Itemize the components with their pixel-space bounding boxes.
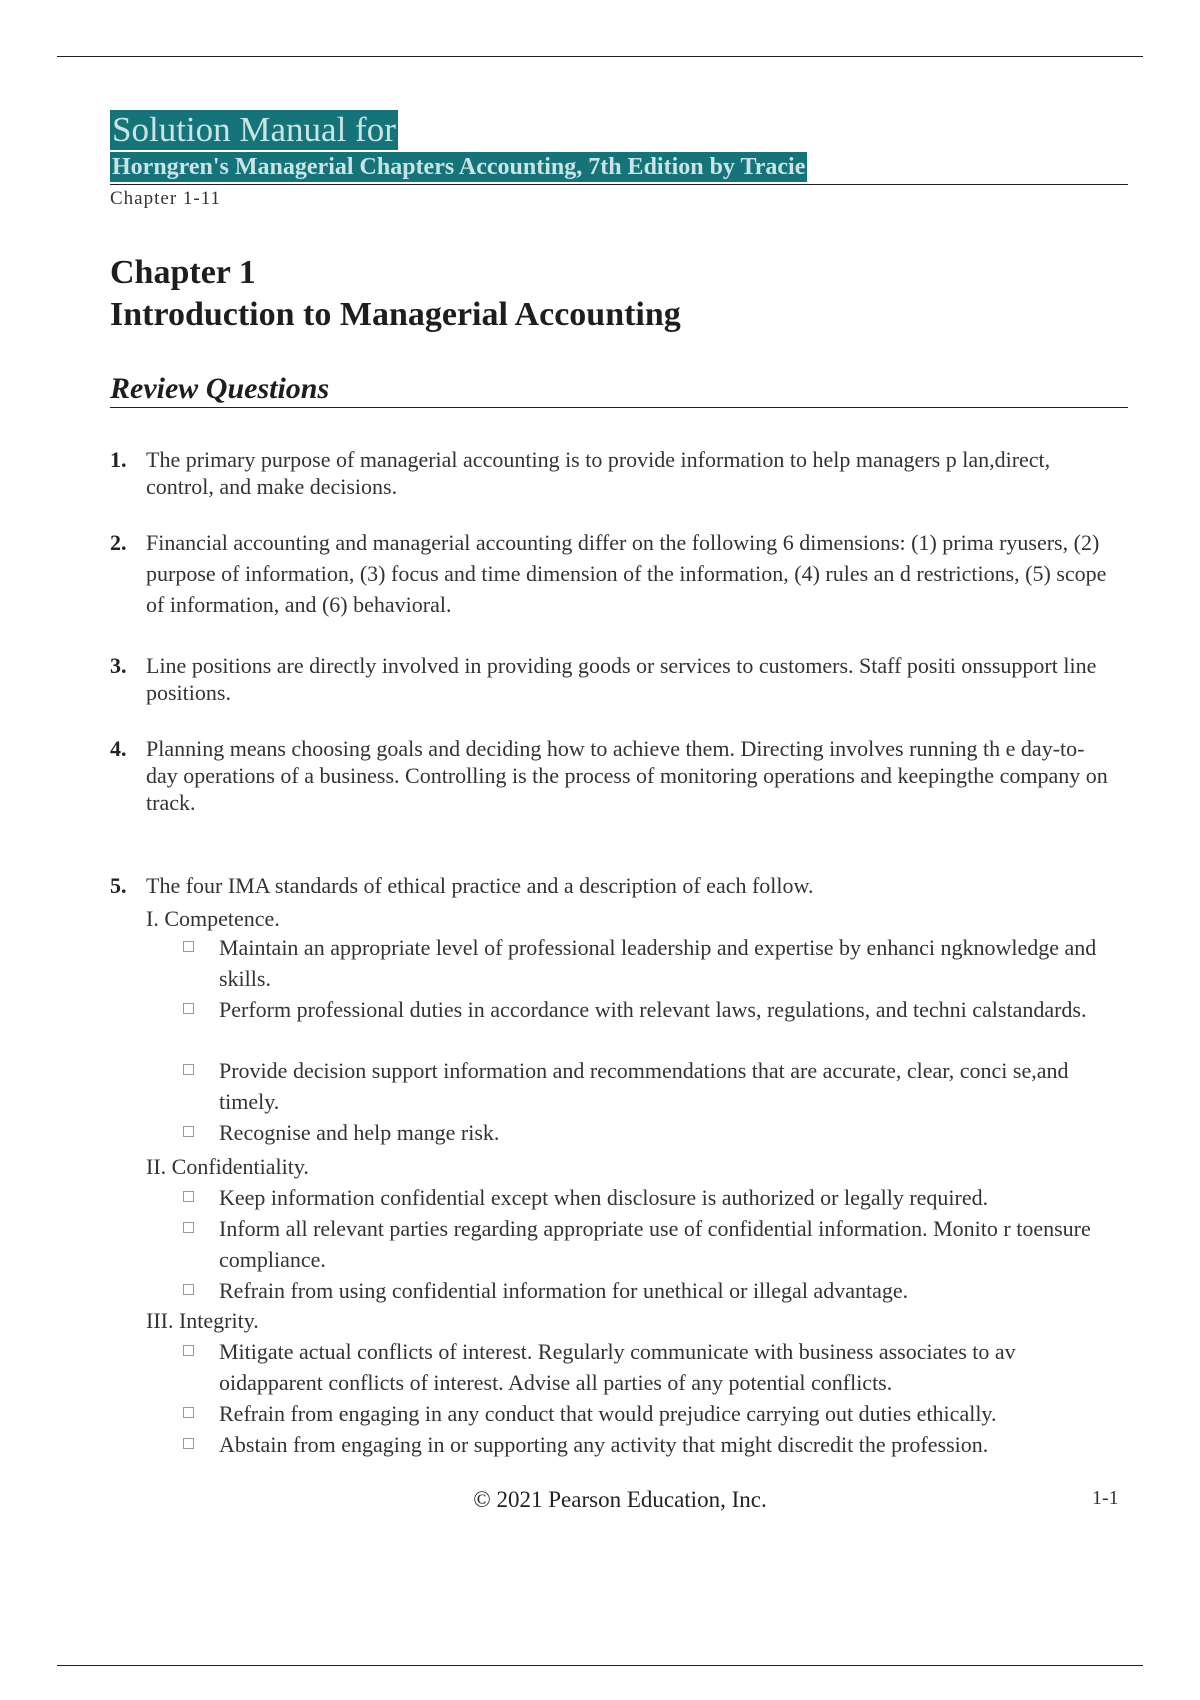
list-item-text: Keep information confidential except when disclosure is authorized or legally required. xyxy=(219,1185,989,1210)
question-4 xyxy=(110,735,1110,816)
checkbox-icon xyxy=(183,1003,194,1014)
question-3 xyxy=(110,652,1110,706)
question-number: 2. xyxy=(110,530,127,555)
list-item-text: Mitigate actual conflicts of interest. Regularly communicate with business associates to av oidapparent conflicts of interest. Advise all parties of any potential conflicts. xyxy=(219,1339,1016,1395)
checkbox-icon xyxy=(183,1407,194,1418)
title-banner xyxy=(110,110,807,182)
list-item xyxy=(183,932,1113,994)
list-item-text: Refrain from using confidential information for unethical or illegal advantage. xyxy=(219,1278,909,1303)
question-5 xyxy=(110,872,1110,899)
standard-heading-integrity: III. Integrity. xyxy=(146,1308,259,1333)
checkbox-icon xyxy=(183,941,194,952)
checkbox-icon xyxy=(183,1438,194,1449)
list-item xyxy=(183,1275,1113,1306)
list-item-text: Provide decision support information and recommendations that are accurate, clear, conci se,and timely. xyxy=(219,1058,1069,1114)
question-text: The four IMA standards of ethical practice and a description of each follow. xyxy=(146,873,814,898)
checkbox-icon xyxy=(183,1126,194,1137)
list-item xyxy=(183,1429,1113,1460)
chapter-number: Chapter 1 xyxy=(110,254,256,291)
question-2 xyxy=(110,527,1110,620)
list-item-text: Recognise and help mange risk. xyxy=(219,1120,500,1145)
question-number: 1. xyxy=(110,447,127,472)
chapter-range: Chapter 1-11 xyxy=(110,188,222,209)
list-item xyxy=(183,994,1113,1025)
standard-heading-confidentiality: II. Confidentiality. xyxy=(146,1154,309,1179)
checkbox-icon xyxy=(183,1222,194,1233)
question-text: Line positions are directly involved in providing goods or services to customers. Staff positi onssupport line positions. xyxy=(146,653,1097,705)
banner-title: Solution Manual for xyxy=(112,110,396,149)
list-item-text: Abstain from engaging in or supporting any activity that might discredit the profession. xyxy=(219,1432,989,1457)
bottom-rule xyxy=(57,1665,1143,1666)
top-rule xyxy=(57,56,1143,57)
question-text-part-a: Planning means choosing goals and deciding how to achieve them. Directing involves running th e day-to- xyxy=(146,736,1085,761)
list-item xyxy=(183,1182,1113,1213)
copyright-footer: © 2021 Pearson Education, Inc. xyxy=(473,1487,767,1512)
page-number: 1-1 xyxy=(1092,1487,1119,1509)
banner-subtitle: Horngren's Managerial Chapters Accounting, 7th Edition by Tracie xyxy=(112,154,806,180)
section-title: Review Questions xyxy=(110,372,330,405)
question-number: 4. xyxy=(110,736,127,761)
list-item xyxy=(183,1398,1113,1429)
question-1 xyxy=(110,446,1110,500)
section-divider xyxy=(110,407,1128,408)
list-item-text: Perform professional duties in accordance with relevant laws, regulations, and techni calstandards. xyxy=(219,997,1087,1022)
list-item-text: Refrain from engaging in any conduct that would prejudice carrying out duties ethically. xyxy=(219,1401,997,1426)
list-item xyxy=(183,1055,1113,1117)
checkbox-icon xyxy=(183,1064,194,1075)
checkbox-icon xyxy=(183,1345,194,1356)
list-item-text: Inform all relevant parties regarding appropriate use of confidential information. Monito r toensure compliance. xyxy=(219,1216,1091,1272)
list-item xyxy=(183,1336,1113,1398)
checkbox-icon xyxy=(183,1284,194,1295)
question-number: 3. xyxy=(110,653,127,678)
list-item xyxy=(183,1117,1113,1148)
question-text-part-b: day operations of a business. Controlling is the process of monitoring operations and keepingthe company on track. xyxy=(146,763,1108,815)
question-number: 5. xyxy=(110,873,127,898)
standard-heading-competence: I. Competence. xyxy=(146,906,280,931)
list-item-text: Maintain an appropriate level of professional leadership and expertise by enhanci ngknowledge and skills. xyxy=(219,935,1097,991)
list-item xyxy=(183,1213,1113,1275)
question-text: Financial accounting and managerial accounting differ on the following 6 dimensions: (1) prima ryusers, (2) purpose of information, (3) focus and time dimension of the information, (4) rules an d restrictions, (5) scope of information, and (6) behavioral. xyxy=(146,530,1107,617)
checkbox-icon xyxy=(183,1191,194,1202)
question-text: The primary purpose of managerial accounting is to provide information to help managers p lan,direct, control, and make decisions. xyxy=(146,447,1051,499)
chapter-title: Introduction to Managerial Accounting xyxy=(110,296,681,333)
banner-divider xyxy=(110,184,1128,185)
